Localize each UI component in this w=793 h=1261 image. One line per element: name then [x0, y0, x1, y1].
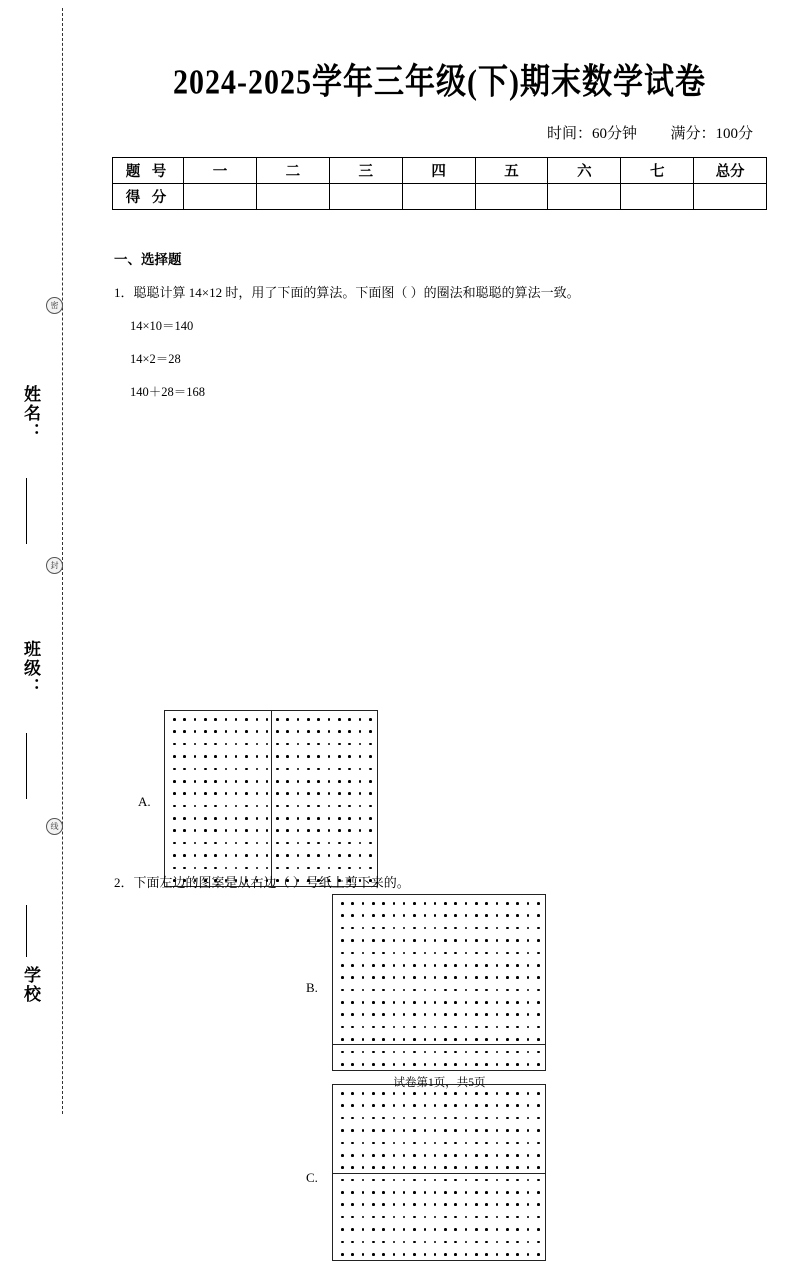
- binding-field-school: 学校: [21, 966, 40, 1004]
- score-cell-4[interactable]: [475, 184, 548, 210]
- score-table-col-3: 四: [402, 158, 475, 184]
- calc-step-1: 14×10＝140: [130, 319, 194, 333]
- score-cell-5[interactable]: [548, 184, 621, 210]
- seal-mark-3: 线: [46, 818, 63, 835]
- option-c-divider-icon: [333, 1173, 545, 1174]
- binding-field-school-rule: [26, 905, 27, 957]
- exam-meta: [86, 122, 793, 143]
- calc-step-3: 140＋28＝168: [130, 385, 206, 399]
- score-cell-6[interactable]: [621, 184, 694, 210]
- option-b-dot-grid[interactable]: [332, 894, 546, 1071]
- score-table-col-7: 总分: [694, 158, 767, 184]
- score-cell-0[interactable]: [184, 184, 257, 210]
- score-cell-7[interactable]: [694, 184, 767, 210]
- exam-total-score: 满分：100分: [670, 126, 753, 142]
- score-cell-3[interactable]: [402, 184, 475, 210]
- binding-field-class-rule: [26, 733, 27, 799]
- page-content: [86, 0, 793, 1185]
- page-footer: 试卷第1页，共5页: [393, 1077, 486, 1089]
- binding-strip: [0, 0, 86, 1122]
- score-table-col-6: 七: [621, 158, 694, 184]
- score-cell-2[interactable]: [329, 184, 402, 210]
- score-table-col-0: 一: [184, 158, 257, 184]
- page-title: 2024-2025学年三年级(下)期末数学试卷: [173, 62, 706, 102]
- section-title-multiple-choice: 一、选择题: [114, 252, 182, 267]
- score-table-wrapper: [112, 157, 767, 210]
- seal-mark-1: 密: [46, 297, 63, 314]
- option-b-label: B.: [306, 980, 318, 995]
- seal-mark-2: 封: [46, 557, 63, 574]
- score-table: [112, 157, 767, 210]
- exam-time: 时间：60分钟: [546, 126, 637, 142]
- table-row: [113, 158, 767, 184]
- binding-field-name: 姓名：: [21, 385, 40, 442]
- option-b-divider-icon: [333, 1044, 545, 1045]
- score-table-row-label-1: 得 分: [113, 184, 184, 210]
- question-2-text: 2．下面左边的图案是从右边（ ）号纸上剪下来的。: [114, 875, 410, 890]
- binding-field-class: 班级：: [21, 640, 40, 697]
- score-table-col-2: 三: [329, 158, 402, 184]
- question-1-text: 1．聪聪计算 14×12 时，用了下面的算法。下面图（ ）的圈法和聪聪的算法一致。: [114, 285, 580, 300]
- score-cell-1[interactable]: [256, 184, 329, 210]
- score-table-col-4: 五: [475, 158, 548, 184]
- score-table-row-label-0: 题 号: [113, 158, 184, 184]
- option-a-divider-icon: [271, 711, 272, 886]
- binding-field-name-rule: [26, 478, 27, 544]
- calc-step-2: 14×2＝28: [130, 352, 181, 366]
- score-table-col-1: 二: [256, 158, 329, 184]
- option-a-dot-grid[interactable]: [164, 710, 378, 887]
- option-a-label: A.: [138, 794, 151, 809]
- score-table-col-5: 六: [548, 158, 621, 184]
- option-c-dot-grid[interactable]: [332, 1084, 546, 1261]
- table-row: [113, 184, 767, 210]
- option-c-label: C.: [306, 1170, 318, 1185]
